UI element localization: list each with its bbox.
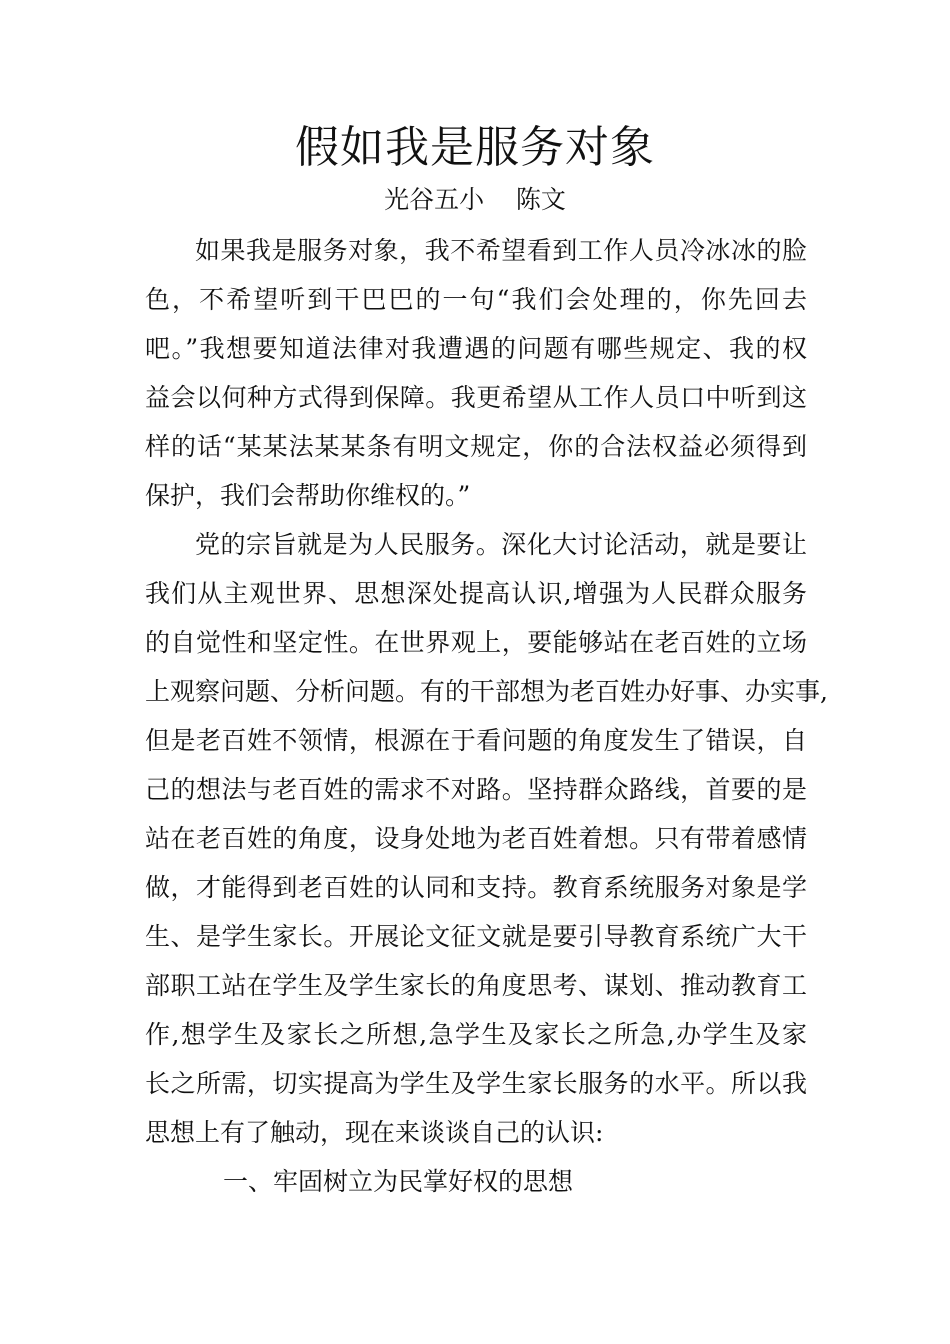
paragraph-line: 的自觉性和坚定性。在世界观上，要能够站在老百姓的立场 xyxy=(145,628,807,657)
paragraph-line: 部职工站在学生及学生家长的角度思考、谋划、推动教育工 xyxy=(145,971,807,1000)
paragraph-line: 长之所需，切实提高为学生及学生家长服务的水平。所以我 xyxy=(145,1069,807,1098)
paragraph-line: 作,想学生及家长之所想,急学生及家长之所急,办学生及家 xyxy=(145,1020,807,1049)
paragraph-line: 如果我是服务对象，我不希望看到工作人员冷冰冰的脸 xyxy=(195,236,807,265)
paragraph-line: 保护，我们会帮助你维权的。” xyxy=(145,481,471,510)
paragraph-line: 站在老百姓的角度，设身处地为老百姓着想。只有带着感情 xyxy=(145,824,807,853)
paragraph-line: 样的话“某某法某某条有明文规定，你的合法权益必须得到 xyxy=(145,432,807,461)
document-body xyxy=(145,226,828,1206)
paragraph-1 xyxy=(145,226,807,520)
paragraph-line: 色，不希望听到干巴巴的一句“我们会处理的，你先回去 xyxy=(145,285,807,314)
paragraph-line: 思想上有了触动，现在来谈谈自己的认识: xyxy=(145,1118,604,1147)
paragraph-line: 我们从主观世界、思想深处提高认识,增强为人民群众服务 xyxy=(145,579,807,608)
paragraph-line: 益会以何种方式得到保障。我更希望从工作人员口中听到这 xyxy=(145,383,807,412)
paragraph-line: 吧。”我想要知道法律对我遭遇的问题有哪些规定、我的权 xyxy=(145,334,807,363)
section-heading: 一、牢固树立为民掌好权的思想 xyxy=(223,1167,574,1196)
document-title: 假如我是服务对象 xyxy=(295,122,655,173)
author-line: 光谷五小 陈文 xyxy=(384,185,566,214)
paragraph-line: 做，才能得到老百姓的认同和支持。教育系统服务对象是学 xyxy=(145,873,807,902)
paragraph-2 xyxy=(145,520,828,1157)
paragraph-line: 党的宗旨就是为人民服务。深化大讨论活动，就是要让 xyxy=(195,530,807,559)
paragraph-line: 生、是学生家长。开展论文征文就是要引导教育系统广大干 xyxy=(145,922,807,951)
paragraph-line: 己的想法与老百姓的需求不对路。坚持群众路线，首要的是 xyxy=(145,775,807,804)
paragraph-line: 上观察问题、分析问题。有的干部想为老百姓办好事、办实事, xyxy=(145,677,828,706)
paragraph-line: 但是老百姓不领情，根源在于看问题的角度发生了错误，自 xyxy=(145,726,807,755)
